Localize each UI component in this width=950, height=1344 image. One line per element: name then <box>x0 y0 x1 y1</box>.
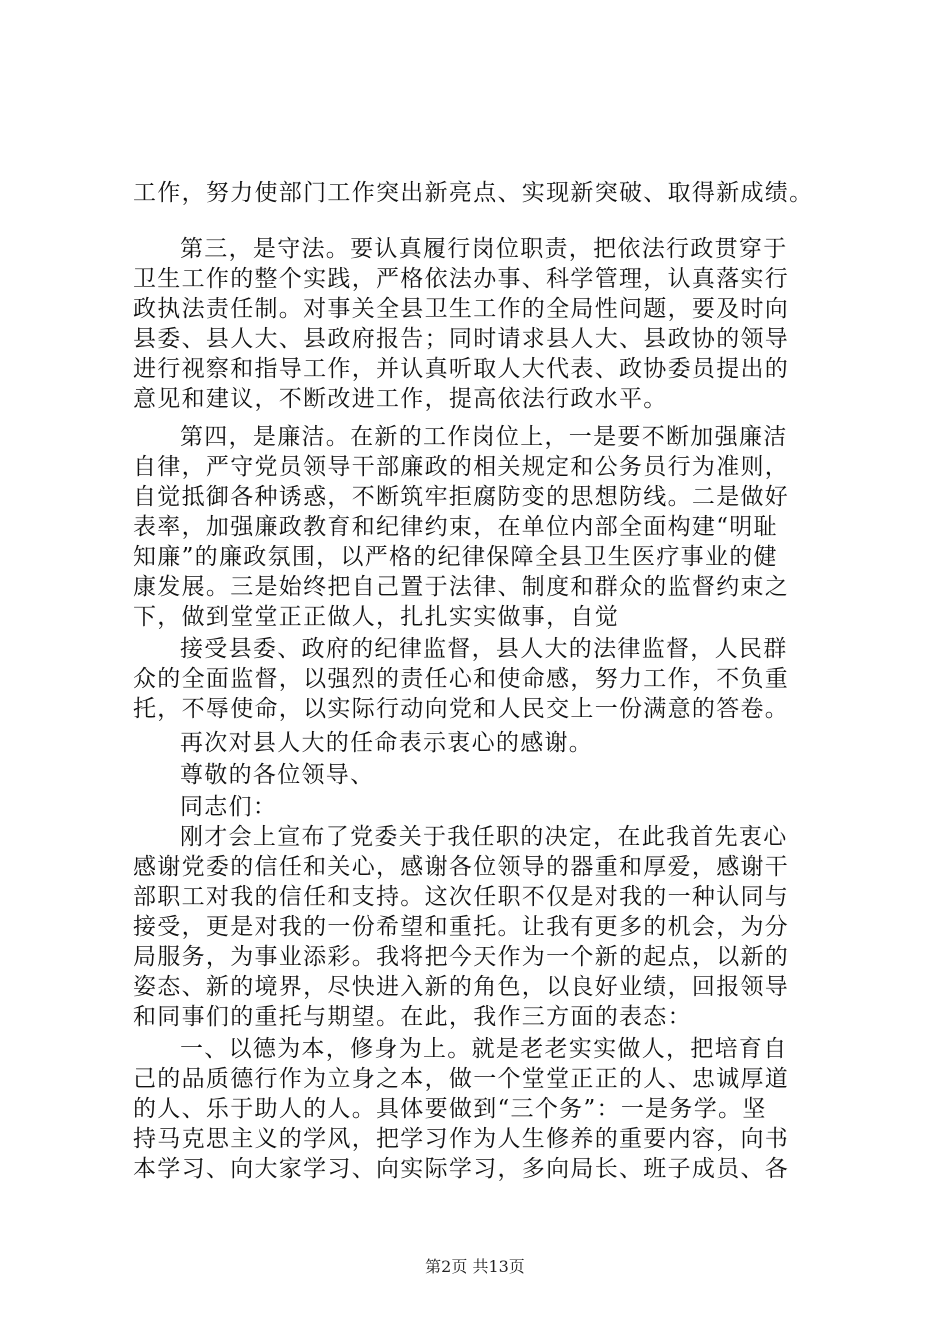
text-line: 尊敬的各位领导、 <box>180 762 375 788</box>
text-line: 进行视察和指导工作，并认真听取人大代表、政协委员提出的 <box>133 356 790 382</box>
text-line: 的人、乐于助人的人。具体要做到“三个务”：一是务学。坚 <box>133 1096 767 1122</box>
text-line: 己的品质德行作为立身之本，做一个堂堂正正的人、忠诚厚道 <box>133 1066 790 1092</box>
text-line: 本学习、向大家学习、向实际学习，多向局长、班子成员、各 <box>133 1156 790 1182</box>
text-line: 第四，是廉洁。在新的工作岗位上，一是要不断加强廉洁 <box>180 424 788 450</box>
text-line: 刚才会上宣布了党委关于我任职的决定，在此我首先衷心 <box>180 824 788 850</box>
text-line: 一、以德为本，修身为上。就是老老实实做人，把培育自 <box>180 1036 788 1062</box>
text-line: 康发展。三是始终把自己置于法律、制度和群众的监督约束之 <box>133 574 790 600</box>
text-line: 众的全面监督，以强烈的责任心和使命感，努力工作，不负重 <box>133 666 790 692</box>
text-line: 部职工对我的信任和支持。这次任职不仅是对我的一种认同与 <box>133 884 790 910</box>
text-line: 再次对县人大的任命表示衷心的感谢。 <box>180 730 594 756</box>
text-line: 下，做到堂堂正正做人，扎扎实实做事，自觉 <box>133 604 619 630</box>
page-number: 第2页 共13页 <box>425 1257 525 1276</box>
text-line: 托，不辱使命，以实际行动向党和人民交上一份满意的答卷。 <box>133 696 790 722</box>
text-line: 工作，努力使部门工作突出新亮点、实现新突破、取得新成绩。 <box>133 180 814 206</box>
text-line: 姿态、新的境界，尽快进入新的角色，以良好业绩，回报领导 <box>133 974 790 1000</box>
text-line: 自觉抵御各种诱惑，不断筑牢拒腐防变的思想防线。二是做好 <box>133 484 790 510</box>
text-line: 接受，更是对我的一份希望和重托。让我有更多的机会，为分 <box>133 914 790 940</box>
text-line: 县委、县人大、县政府报告；同时请求县人大、县政协的领导 <box>133 326 790 352</box>
text-line: 感谢党委的信任和关心，感谢各位领导的器重和厚爱，感谢干 <box>133 854 790 880</box>
text-line: 政执法责任制。对事关全县卫生工作的全局性问题，要及时向 <box>133 296 790 322</box>
text-line: 局服务，为事业添彩。我将把今天作为一个新的起点，以新的 <box>133 944 790 970</box>
text-line: 和同事们的重托与期望。在此，我作三方面的表态： <box>133 1004 692 1030</box>
text-line: 意见和建议，不断改进工作，提高依法行政水平。 <box>133 386 668 412</box>
text-line: 接受县委、政府的纪律监督，县人大的法律监督，人民群 <box>180 636 788 662</box>
text-line: 第三，是守法。要认真履行岗位职责，把依法行政贯穿于 <box>180 236 788 262</box>
text-line: 持马克思主义的学风，把学习作为人生修养的重要内容，向书 <box>133 1126 790 1152</box>
text-line: 知廉”的廉政氛围，以严格的纪律保障全县卫生医疗事业的健 <box>133 544 778 570</box>
text-line: 同志们： <box>180 794 278 820</box>
text-line: 自律，严守党员领导干部廉政的相关规定和公务员行为准则， <box>133 454 790 480</box>
text-line: 卫生工作的整个实践，严格依法办事、科学管理，认真落实行 <box>133 266 790 292</box>
text-line: 表率，加强廉政教育和纪律约束，在单位内部全面构建“明耻 <box>133 514 778 540</box>
